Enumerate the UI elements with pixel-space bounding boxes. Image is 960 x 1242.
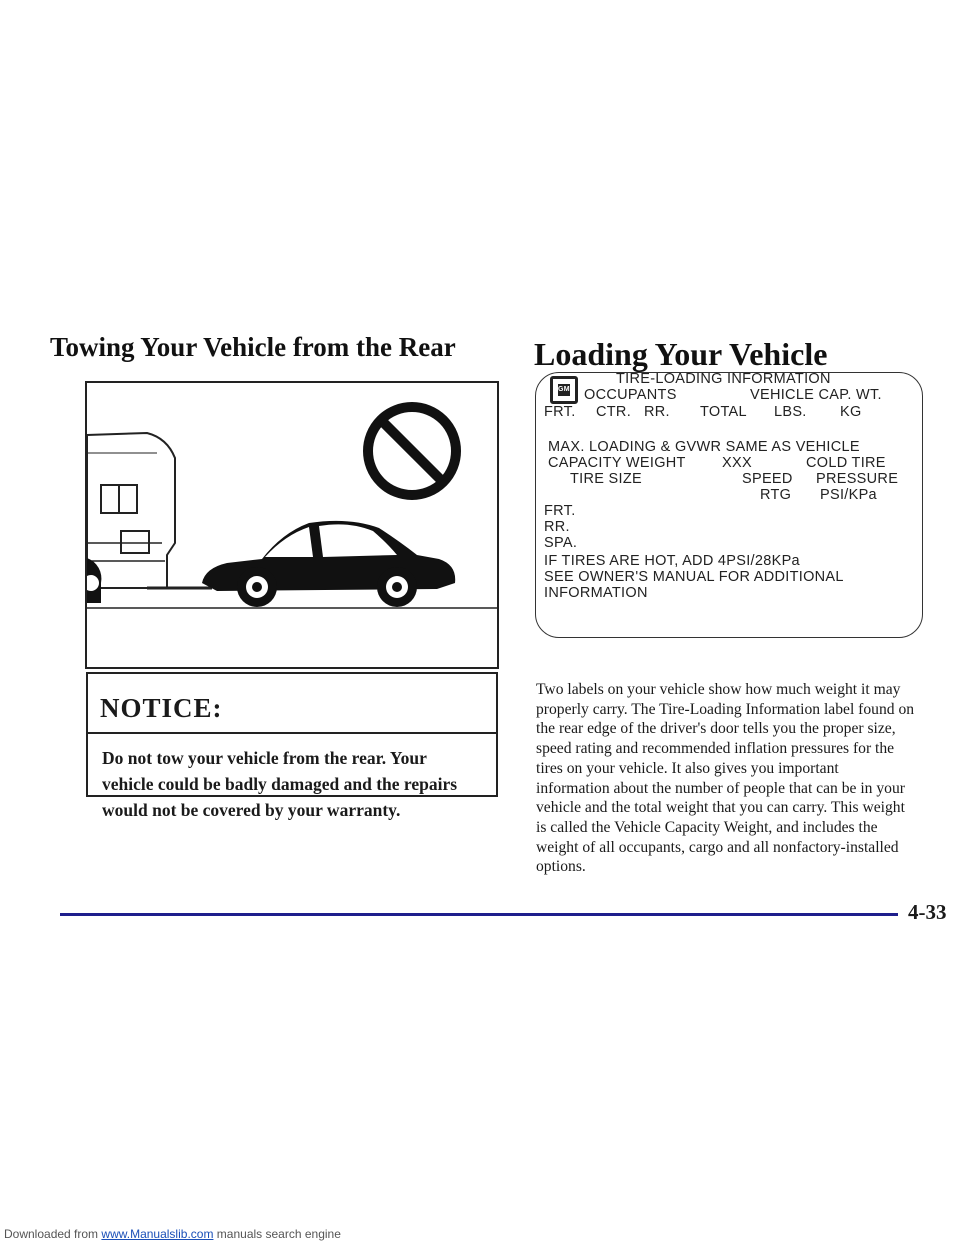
label-kg: KG — [840, 404, 862, 420]
label-pressure: PRESSURE — [816, 471, 899, 487]
towing-illustration-drawing — [87, 383, 497, 667]
label-vehicle-cap: VEHICLE CAP. WT. — [750, 387, 882, 403]
label-ctr: CTR. — [596, 404, 632, 420]
notice-body: Do not tow your vehicle from the rear. Your vehicle could be badly damaged and the repairs would not be covered by your warranty. — [102, 748, 458, 820]
gm-logo-icon: GM — [550, 376, 578, 404]
page-rule — [60, 913, 898, 916]
label-psi-kpa: PSI/KPa — [820, 487, 877, 503]
page-number: 4-33 — [908, 900, 947, 924]
label-see-manual: SEE OWNER'S MANUAL FOR ADDITIONAL — [544, 569, 844, 585]
label-row-rr: RR. — [544, 519, 570, 535]
footer-suffix: manuals search engine — [216, 1227, 341, 1241]
label-row-spa: SPA. — [544, 535, 578, 551]
label-information: INFORMATION — [544, 585, 648, 601]
label-rr: RR. — [644, 404, 670, 420]
loading-section-title: Loading Your Vehicle — [534, 336, 828, 372]
notice-box — [86, 672, 498, 820]
label-total: TOTAL — [700, 404, 747, 420]
label-title: TIRE-LOADING INFORMATION — [616, 371, 831, 387]
label-row-frt: FRT. — [544, 503, 576, 519]
label-speed: SPEED — [742, 471, 793, 487]
label-xxx: XXX — [722, 455, 752, 471]
label-frt: FRT. — [544, 404, 576, 420]
download-footer — [4, 1227, 341, 1241]
notice-heading: NOTICE: — [88, 674, 496, 734]
towing-section-title: Towing Your Vehicle from the Rear — [50, 332, 456, 362]
footer-prefix: Downloaded from — [4, 1227, 99, 1241]
label-occupants: OCCUPANTS — [584, 387, 677, 403]
prohibition-icon — [368, 407, 456, 495]
manualslib-link[interactable]: www.Manualslib.com — [101, 1227, 214, 1241]
label-lbs: LBS. — [774, 404, 807, 420]
tire-loading-label — [535, 372, 923, 638]
label-tire-size: TIRE SIZE — [570, 471, 642, 487]
label-cold-tire: COLD TIRE — [806, 455, 886, 471]
loading-body-paragraph: Two labels on your vehicle show how much weight it may properly carry. The Tire-Loading Information label found on the rear edge of the driver's door tells you the proper size, speed rating and recommended inflation pressures for the tires on your vehicle. It also gives you important information about the number of people that can be in your vehicle and the total weight that you can carry. This weight is called the Vehicle Capacity Weight, and includes the weight of all occupants, cargo and all nonfactory-installed options. — [536, 681, 915, 876]
label-capacity-weight: CAPACITY WEIGHT — [548, 455, 686, 471]
towing-illustration — [85, 381, 499, 669]
label-hot-note: IF TIRES ARE HOT, ADD 4PSI/28KPa — [544, 553, 800, 569]
label-rtg: RTG — [760, 487, 792, 503]
label-max-loading: MAX. LOADING & GVWR SAME AS VEHICLE — [548, 439, 860, 455]
